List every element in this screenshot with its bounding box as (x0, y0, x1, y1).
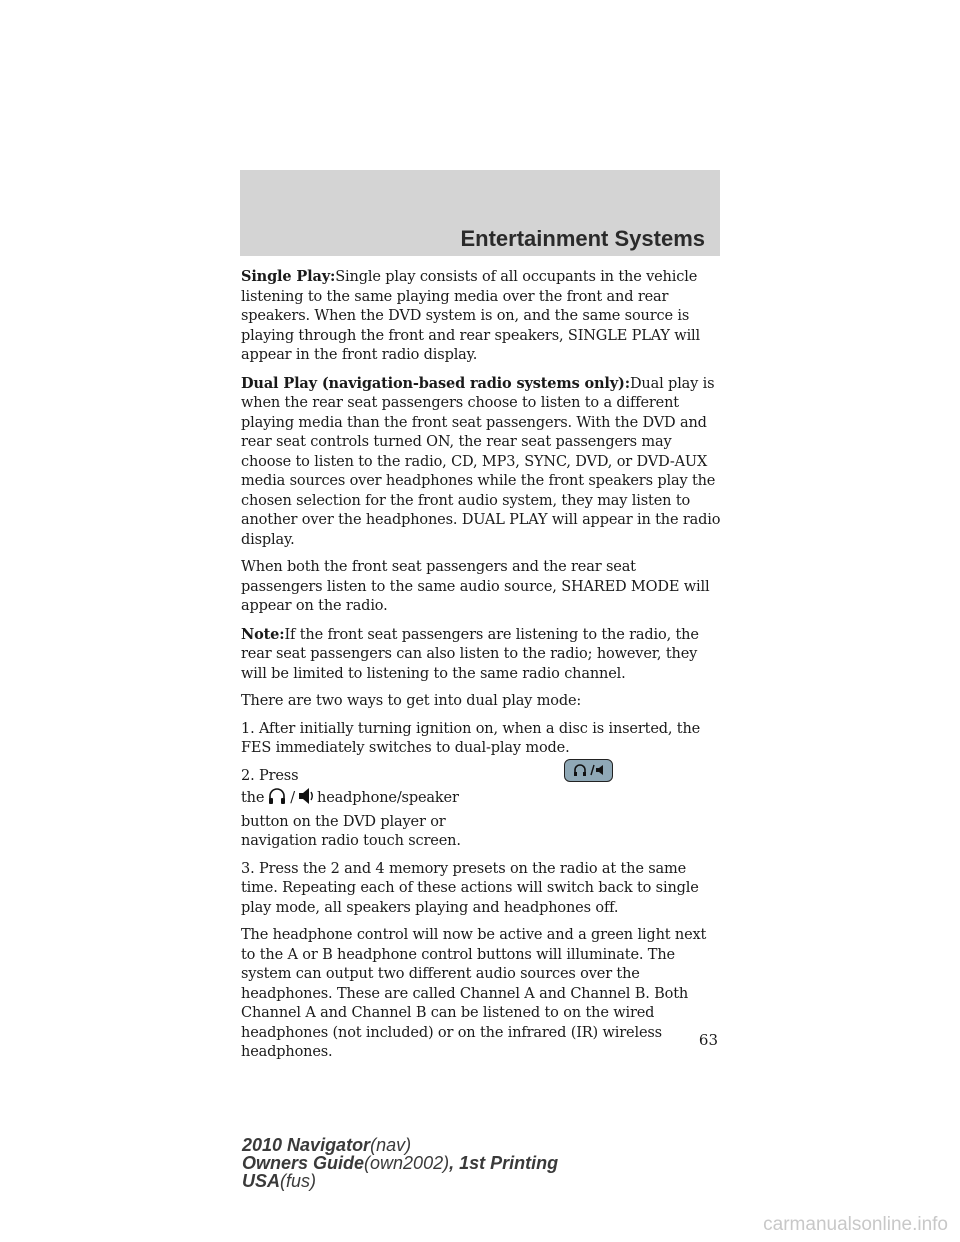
watermark: carmanualsonline.info (763, 1214, 948, 1235)
step-3-paragraph: 3. Press the 2 and 4 memory presets on the radio at the same time. Repeating each of these actions will switch back to single play mode, all speakers playing and headphones off. (241, 860, 699, 916)
footer-line-3 (242, 1172, 558, 1190)
footer-model-code: (nav) (370, 1135, 412, 1155)
single-play-label: Single Play: (241, 268, 336, 285)
footer-model: 2010 Navigator (242, 1135, 371, 1155)
footer-country-code: (fus) (280, 1171, 317, 1191)
headphone-speaker-glyph-icon (572, 763, 606, 777)
dual-play-text: Dual play is when the rear seat passengers choose to listen to a different playing media than the front seat passengers. With the DVD and rear seat controls turned ON, the rear seat passengers may choose to listen to the radio, CD, MP3, SYNC, DVD, or DVD-AUX media sources over headphones while the front speakers play the chosen selection for the front audio system, they may listen to another over the headphones. DUAL PLAY will appear in the radio display. (241, 375, 721, 548)
footer-printing: , 1st Printing (449, 1153, 559, 1173)
footer-guide: Owners Guide (242, 1153, 365, 1173)
note-label: Note: (241, 625, 285, 643)
final-paragraph: The headphone control will now be active and a green light next to the A or B headphone control buttons will illuminate. The system can output two different audio sources over the headphones. These are called Channel A and Channel B. Both Channel A and Channel B can be listened to on the wired headphones (not included) or on the infrared (IR) wireless headphones. (241, 927, 707, 1060)
step-1-paragraph: 1. After initially turning ignition on, when a disc is inserted, the FES immediately switches to dual-play mode. (241, 720, 701, 756)
step-2-slash: / (290, 790, 296, 806)
note-paragraph (241, 625, 721, 685)
step-2-text (241, 767, 471, 852)
headphone-speaker-button[interactable] (564, 759, 613, 782)
footer (242, 1136, 558, 1190)
step-2-line3: button on the DVD player or navigation radio touch screen. (241, 813, 461, 849)
step-2-the: the (241, 790, 265, 806)
headphone-icon (267, 786, 287, 813)
step-2-line1: 2. Press (241, 767, 299, 784)
section-title: Entertainment Systems (460, 226, 705, 251)
step-2-line2 (241, 786, 471, 813)
note-text: If the front seat passengers are listening to the radio, the rear seat passengers can also listen to the radio; however, they will be limited to listening to the same radio channel. (241, 626, 699, 682)
shared-mode-paragraph: When both the front seat passengers and the rear seat passengers listen to the same audio source, SHARED MODE will appear on the radio. (241, 559, 710, 614)
footer-line-2 (242, 1154, 558, 1172)
single-play-text: Single play consists of all occupants in the vehicle listening to the same playing media over the front and rear speakers. When the DVD system is on, and the same source is playing through the front and rear speakers, SINGLE PLAY will appear in the front radio display. (241, 269, 701, 363)
footer-line-1 (242, 1136, 558, 1154)
step-2-block (241, 767, 721, 852)
dual-play-label: Dual Play (navigation-based radio systems only): (241, 374, 630, 392)
step-2-after-icons: headphone/speaker (317, 790, 459, 806)
page-number: 63 (698, 1031, 718, 1049)
dual-play-paragraph (241, 374, 721, 551)
footer-guide-code: (own2002) (364, 1153, 450, 1173)
speaker-icon (298, 786, 314, 813)
body-content (241, 267, 721, 1071)
footer-country: USA (242, 1171, 281, 1191)
intro-ways-paragraph: There are two ways to get into dual play mode: (241, 693, 582, 709)
single-play-paragraph (241, 267, 721, 366)
